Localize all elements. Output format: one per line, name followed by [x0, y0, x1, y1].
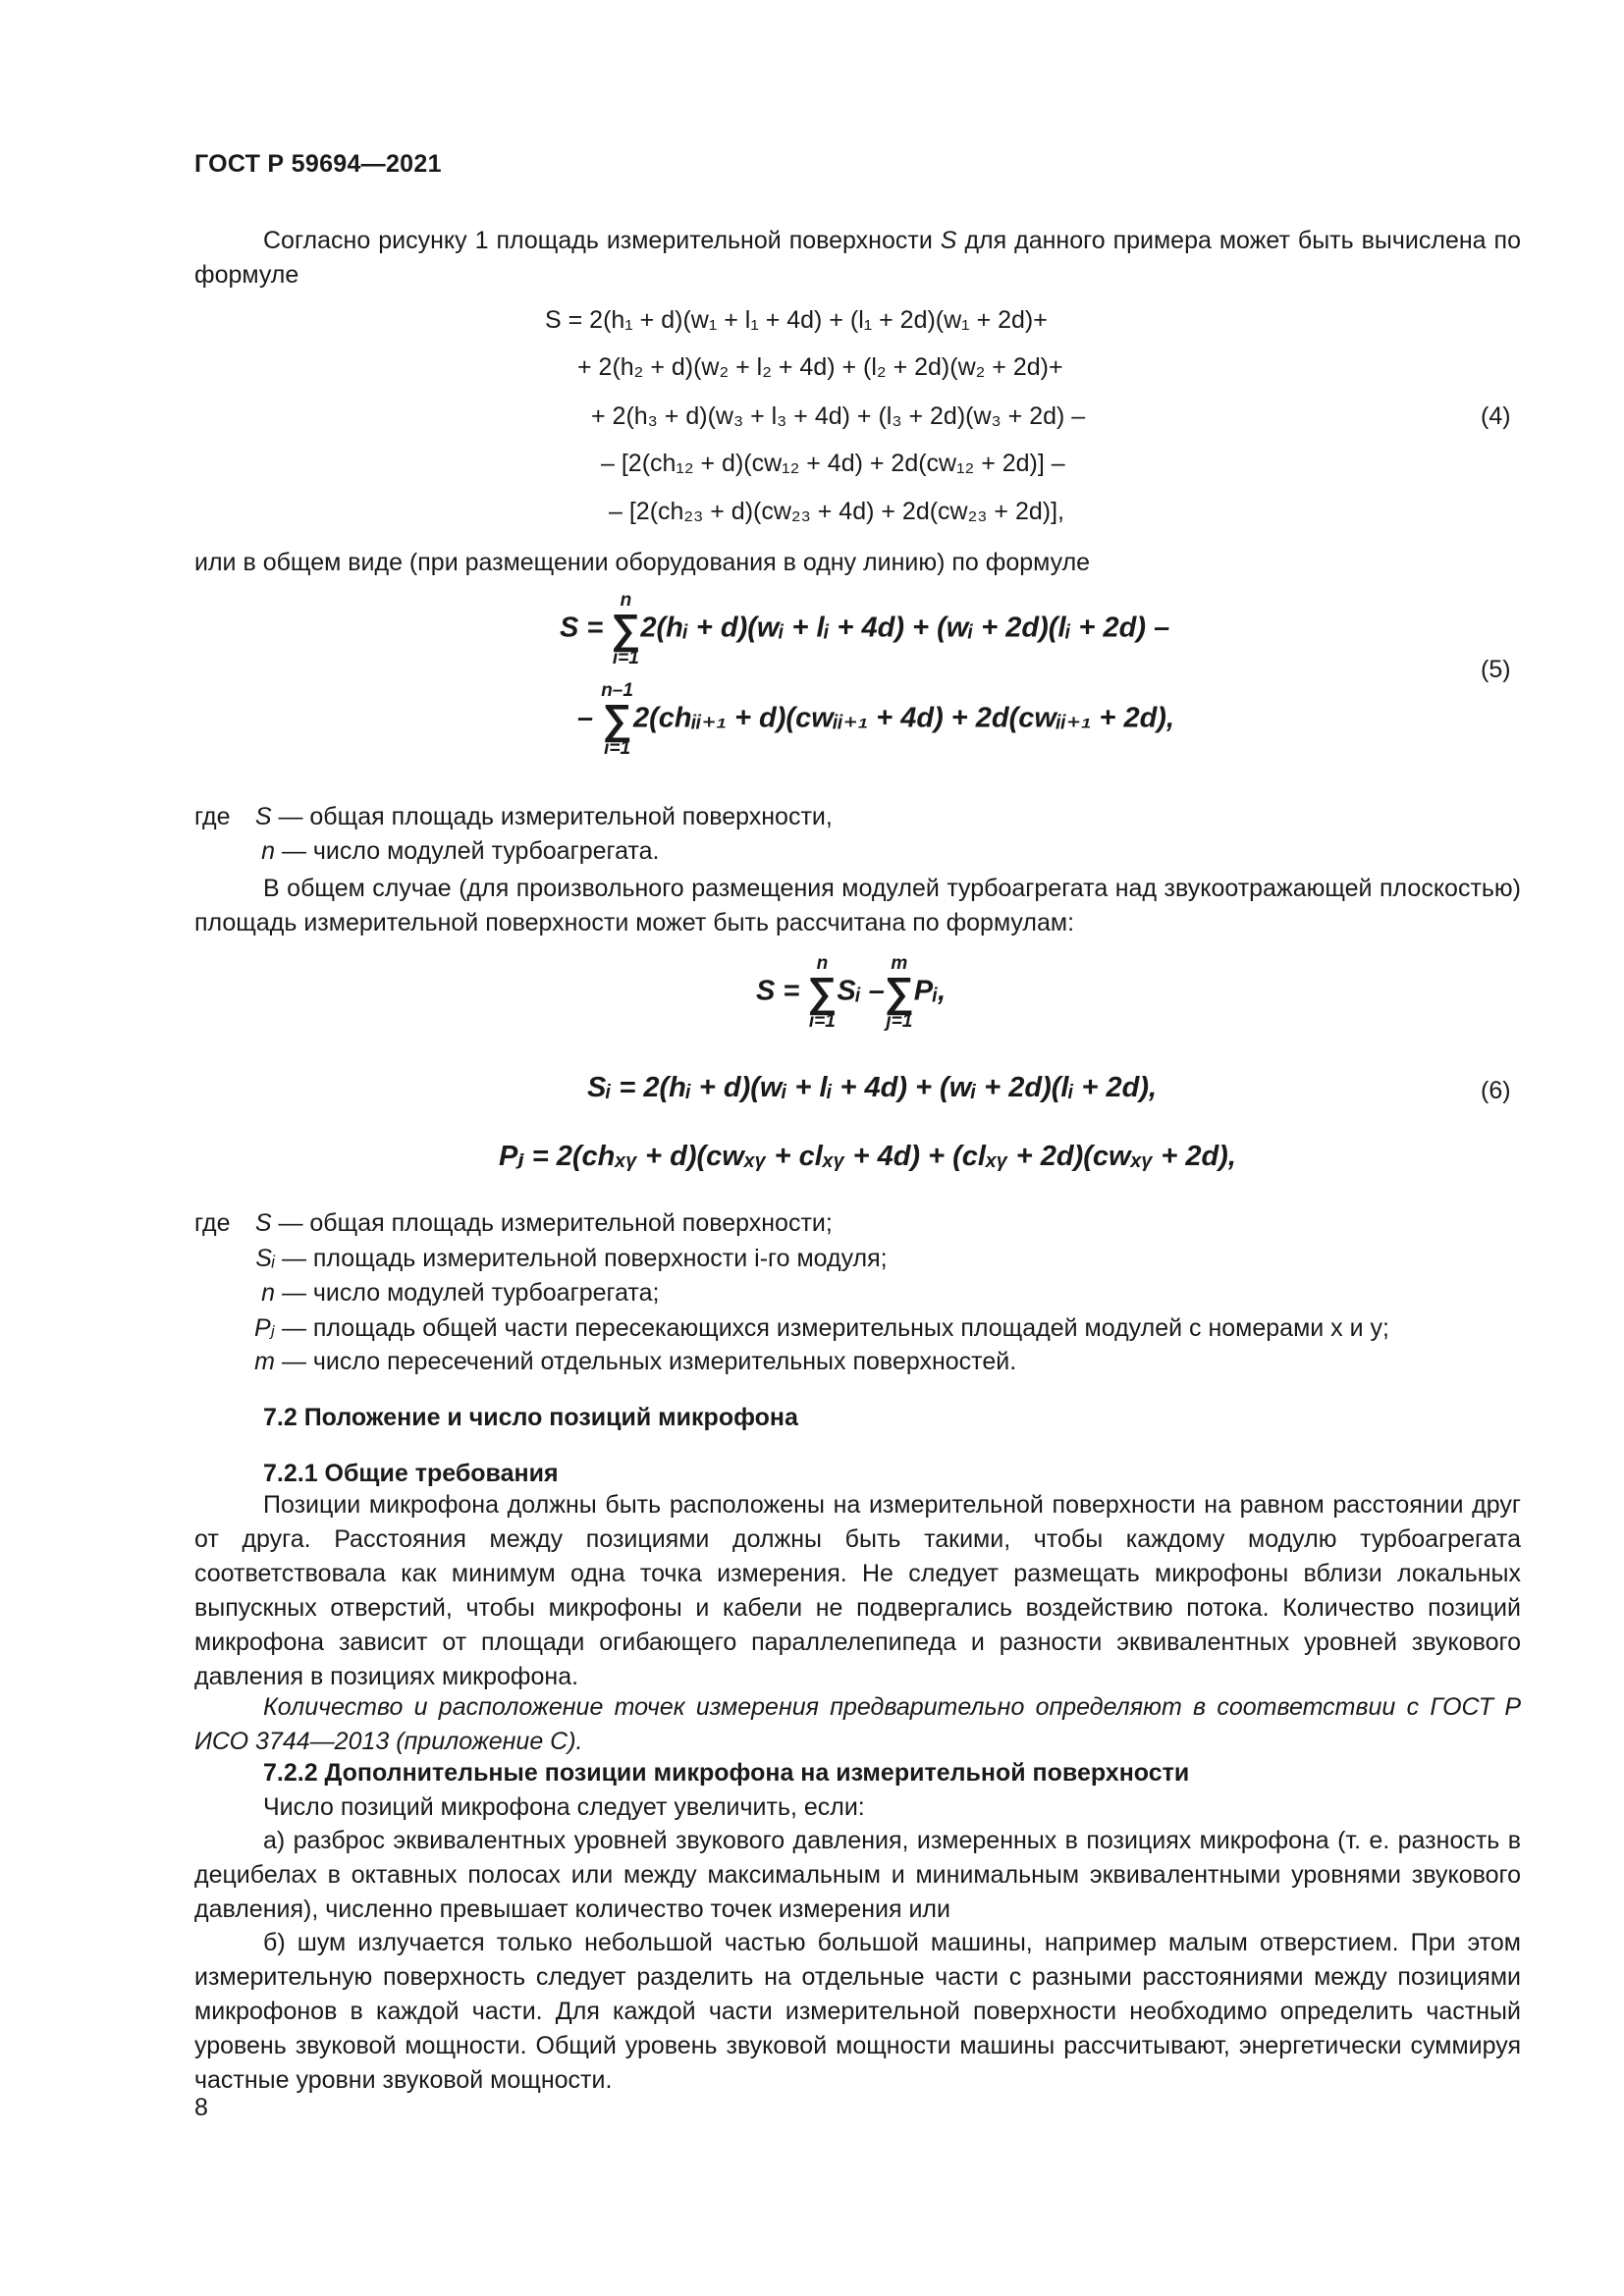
eq5-line-1	[560, 591, 1169, 667]
eq6-end: Pᵢ,	[913, 975, 947, 1007]
section-7-2-2-item-b: б) шум излучается только небольшой частью большой машины, например малым отверстием. При этом измерительную поверхность следует разделить на отдельные части с разными расстояниями между позициями микрофонов в каждой части. Для каждой части измерительной поверхности необходимо определить частный уровень звуковой мощности. Общий уровень звуковой мощности машины рассчитывают, энергетически суммируя частные уровни звуковой мощности.	[194, 1929, 1521, 2094]
eq4-line-5: – [2(ch₂₃ + d)(cw₂₃ + 4d) + 2d(cw₂₃ + 2d)],	[609, 498, 1065, 525]
eq4-number: (4)	[1481, 402, 1511, 430]
sigma-icon: ∑	[884, 969, 914, 1015]
section-7-2-1-heading: 7.2.1 Общие требования	[263, 1460, 559, 1487]
eq5-sum-2-lower: i=1	[604, 737, 631, 759]
general-case-paragraph: В общем случае (для произвольного размещения модулей турбоагрегата над звукоотражающей плоскостью) площадь измерительной поверхности может быть рассчитана по формулам:	[194, 875, 1521, 936]
section-7-2-1-italic-paragraph: Количество и расположение точек измерения предварительно определяют в соответствии с ГОСТ Р ИСО 3744—2013 (приложение С).	[194, 1693, 1521, 1755]
eq5-line-2-prefix: –	[577, 702, 594, 734]
where2-row-3: n — число модулей турбоагрегата;	[261, 1279, 660, 1307]
eq6-line-3: Pⱼ = 2(chₓᵧ + d)(cwₓᵧ + clₓᵧ + 4d) + (clₓᵧ + 2d)(cwₓᵧ + 2d),	[499, 1141, 1236, 1172]
eq5-line-2	[577, 681, 1174, 758]
sigma-icon: ∑	[611, 606, 641, 652]
general-form-text: или в общем виде (при размещении оборудования в одну линию) по формуле	[194, 549, 1091, 576]
eq6-sum-2	[885, 954, 914, 1031]
eq5-sum-1	[611, 591, 640, 667]
eq4-line-2: + 2(h₂ + d)(w₂ + l₂ + 4d) + (l₂ + 2d)(w₂ + 2d)+	[577, 353, 1063, 381]
section-7-2-2-heading: 7.2.2 Дополнительные позиции микрофона на измерительной поверхности	[263, 1759, 1190, 1787]
sigma-icon: ∑	[602, 696, 632, 742]
eq4-line-1: S = 2(h₁ + d)(w₁ + l₁ + 4d) + (l₁ + 2d)(w₁ + 2d)+	[545, 306, 1048, 334]
eq6-sum-1	[807, 954, 837, 1031]
eq6-sum-2-upper: m	[891, 953, 908, 974]
where2-row-4: Pⱼ — площадь общей части пересекающихся измерительных площадей модулей с номерами x и y;	[253, 1314, 1389, 1342]
section-7-2-2-item-a: а) разброс эквивалентных уровней звукового давления, измеренных в позициях микрофона (т. е. разность в децибелах в октавных полосах или между максимальным и минимальным эквивалентными уровнями звукового давления), численно превышает количество точек измерения или	[194, 1827, 1521, 1923]
where1-row-2: n — число модулей турбоагрегата.	[261, 837, 660, 865]
eq5-body-2: 2(chᵢᵢ₊₁ + d)(cwᵢᵢ₊₁ + 4d) + 2d(cwᵢᵢ₊₁ + 2d),	[632, 702, 1175, 734]
eq6-sum-2-lower: j=1	[886, 1010, 913, 1032]
eq6-sum-1-upper: n	[816, 953, 829, 974]
eq5-sum-2-upper: n–1	[601, 680, 633, 701]
where2-row-2: Sᵢ — площадь измерительной поверхности i-го модуля;	[255, 1245, 888, 1272]
section-7-2-1-paragraph: Позиции микрофона должны быть расположены на измерительной поверхности на равном расстоянии друг от друга. Расстояния между позициями должны быть такими, чтобы каждому модулю турбоагрегата соответствовала как минимум одна точка измерения. Не следует размещать микрофоны вблизи локальных выпускных отверстий, чтобы микрофоны и кабели не подвергались воздействию потока. Количество позиций микрофона зависит от площади огибающего параллелепипеда и разности эквивалентных уровней звукового давления в позициях микрофона.	[194, 1491, 1521, 1690]
eq5-sum-2	[601, 681, 633, 758]
where1-row-1: где S — общая площадь измерительной поверхности,	[194, 803, 833, 830]
page-header: ГОСТ Р 59694—2021	[194, 150, 442, 178]
eq6-line-2: Sᵢ = 2(hᵢ + d)(wᵢ + lᵢ + 4d) + (wᵢ + 2d)(lᵢ + 2d),	[587, 1072, 1158, 1103]
eq5-sum-1-upper: n	[620, 590, 632, 611]
intro-paragraph: Согласно рисунку 1 площадь измерительной поверхности S для данного примера может быть вычислена по формуле	[194, 227, 1521, 289]
eq6-mid: Sᵢ –	[837, 975, 885, 1007]
page-number: 8	[194, 2094, 208, 2121]
sigma-icon: ∑	[807, 969, 838, 1015]
eq6-number: (6)	[1481, 1077, 1511, 1104]
eq4-line-4: – [2(ch₁₂ + d)(cw₁₂ + 4d) + 2d(cw₁₂ + 2d)] –	[601, 450, 1065, 477]
eq5-lhs: S =	[560, 612, 604, 644]
eq5-sum-1-lower: i=1	[612, 647, 639, 668]
section-7-2-2-intro: Число позиций микрофона следует увеличить, если:	[263, 1793, 865, 1821]
where2-row-1: где S — общая площадь измерительной поверхности;	[194, 1209, 833, 1237]
section-7-2-heading: 7.2 Положение и число позиций микрофона	[263, 1404, 798, 1431]
eq6-sum-1-lower: i=1	[808, 1010, 836, 1032]
eq6-line-1	[756, 954, 946, 1031]
eq6-lhs: S =	[756, 975, 800, 1007]
where2-row-5: m — число пересечений отдельных измерительных поверхностей.	[254, 1348, 1017, 1375]
eq5-body-1: 2(hᵢ + d)(wᵢ + lᵢ + 4d) + (wᵢ + 2d)(lᵢ + 2d) –	[640, 612, 1170, 644]
eq4-line-3: + 2(h₃ + d)(w₃ + l₃ + 4d) + (l₃ + 2d)(w₃ + 2d) –	[591, 402, 1086, 430]
eq5-number: (5)	[1481, 656, 1511, 683]
